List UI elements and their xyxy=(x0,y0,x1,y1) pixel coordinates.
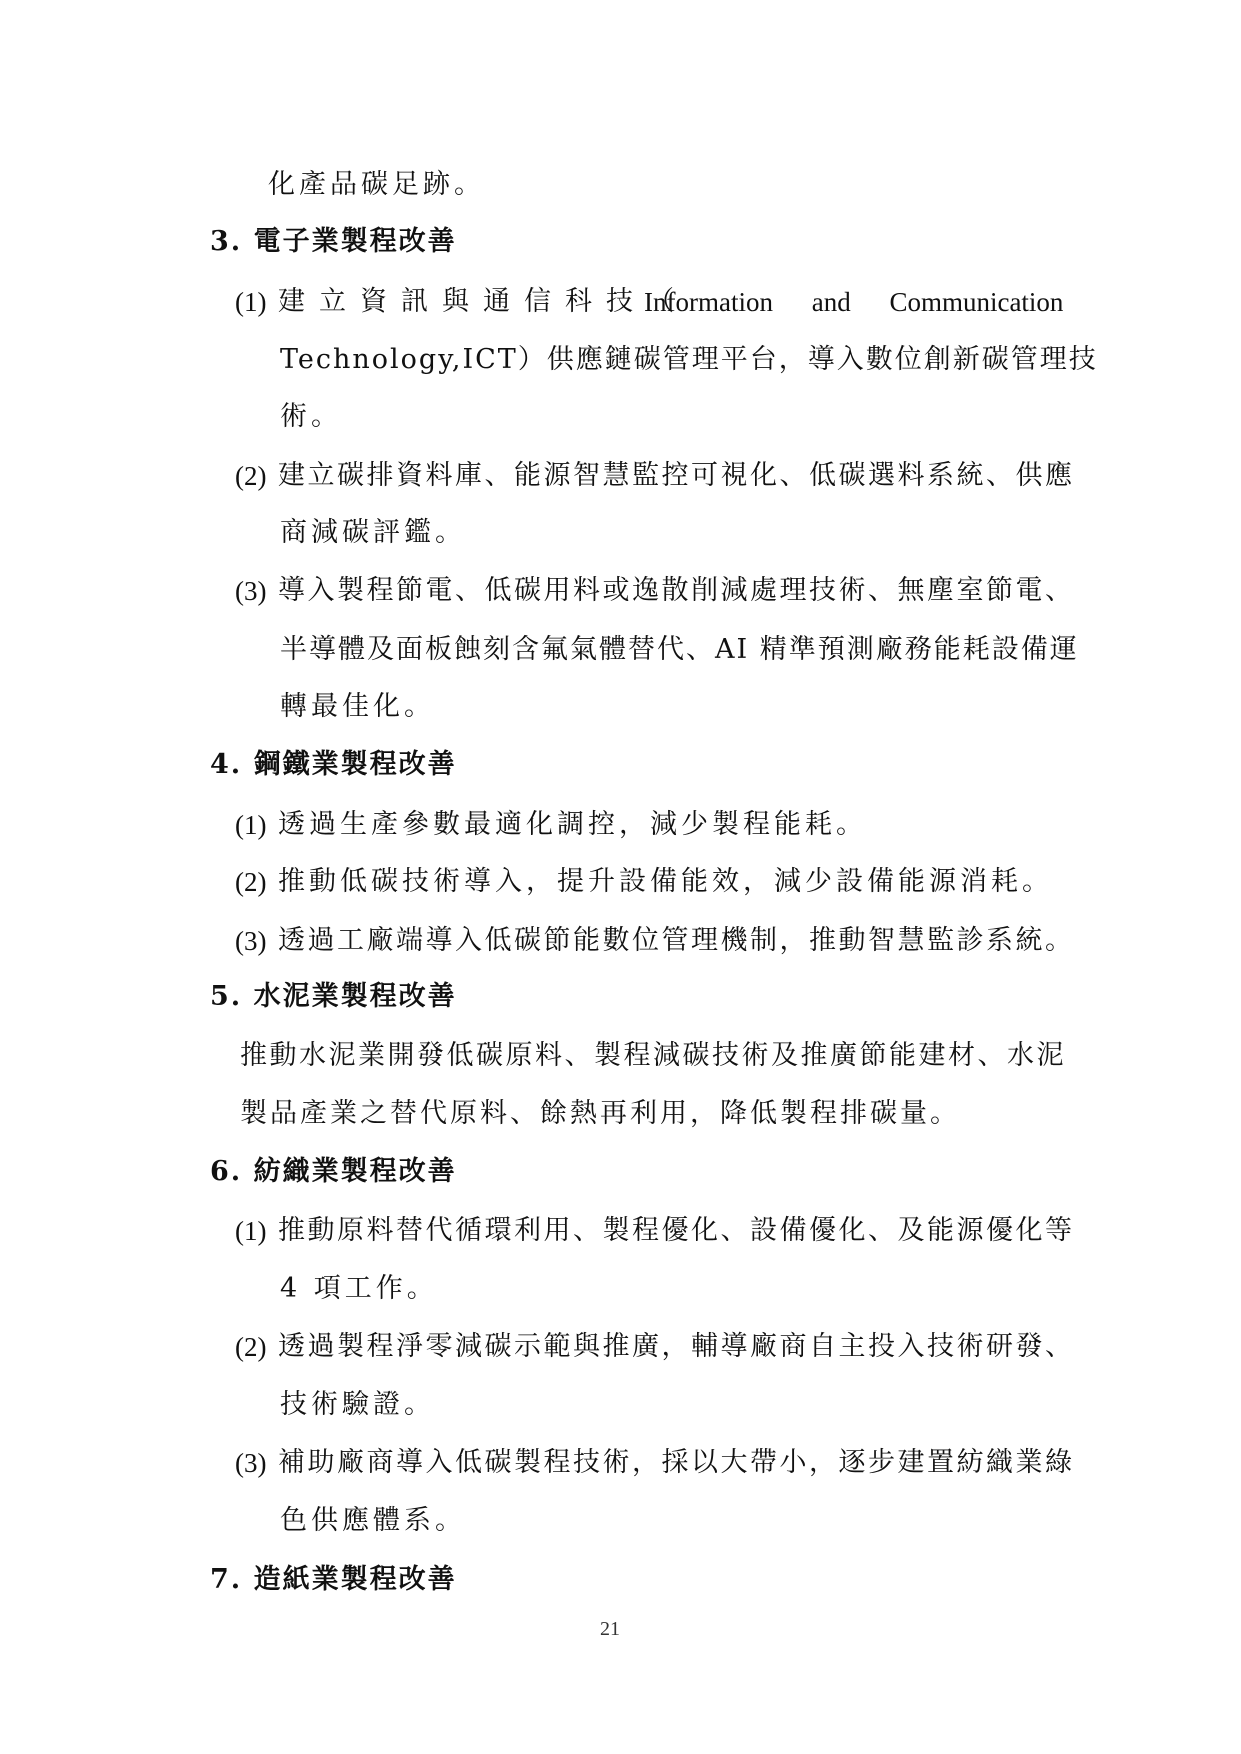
paragraph-line: 建立碳排資料庫、能源智慧監控可視化、低碳選料系統、供應 xyxy=(278,460,1075,491)
list-marker: (3) xyxy=(235,576,267,606)
paragraph-line: 補助廠商導入低碳製程技術，採以大帶小，逐步建置紡織業綠 xyxy=(278,1447,1075,1478)
paragraph-line: 推動低碳技術導入，提升設備能效，減少設備能源消耗。 xyxy=(278,866,1053,897)
list-marker: (1) xyxy=(235,287,267,317)
paragraph-line: Information and Communication xyxy=(644,287,1064,317)
section-heading-electronics: 3. 電子業製程改善 xyxy=(210,226,457,257)
paragraph-line: 半導體及面板蝕刻含氟氣體替代、AI 精準預測廠務能耗設備運 xyxy=(280,634,1079,665)
list-marker: (2) xyxy=(235,1332,267,1362)
continuation-text: 化產品碳足跡。 xyxy=(268,169,485,200)
page-number: 21 xyxy=(600,1618,620,1640)
list-marker: (2) xyxy=(235,867,267,897)
paragraph-line: 術。 xyxy=(280,401,342,432)
paragraph-line: 推動水泥業開發低碳原料、製程減碳技術及推廣節能建材、水泥 xyxy=(240,1040,1066,1071)
section-heading-cement: 5. 水泥業製程改善 xyxy=(210,981,457,1012)
section-heading-paper: 7. 造紙業製程改善 xyxy=(210,1564,457,1595)
paragraph-line: 4 項工作。 xyxy=(280,1273,438,1304)
section-heading-textile: 6. 紡織業製程改善 xyxy=(210,1156,457,1187)
paragraph-line: 色供應體系。 xyxy=(280,1505,466,1536)
list-marker: (3) xyxy=(235,1448,267,1478)
paragraph-line: 製品產業之替代原料、餘熱再利用，降低製程排碳量。 xyxy=(240,1098,960,1129)
list-marker: (2) xyxy=(235,461,267,491)
paragraph-line: 商減碳評鑑。 xyxy=(280,517,466,548)
paragraph-line: Technology,ICT）供應鏈碳管理平台，導入數位創新碳管理技 xyxy=(280,344,1098,375)
paragraph-line: 轉最佳化。 xyxy=(280,691,435,722)
paragraph-line: 導入製程節電、低碳用料或逸散削減處理技術、無塵室節電、 xyxy=(278,575,1075,606)
list-marker: (1) xyxy=(235,810,267,840)
list-marker: (1) xyxy=(235,1216,267,1246)
paragraph-line: 透過工廠端導入低碳節能數位管理機制，推動智慧監診系統。 xyxy=(278,925,1075,956)
list-marker: (3) xyxy=(235,926,267,956)
paragraph-line: 透過製程淨零減碳示範與推廣，輔導廠商自主投入技術研發、 xyxy=(278,1331,1075,1362)
paragraph-line: 推動原料替代循環利用、製程優化、設備優化、及能源優化等 xyxy=(278,1215,1075,1246)
paragraph-line: 透過生產參數最適化調控，減少製程能耗。 xyxy=(278,809,867,840)
paragraph-line: 技術驗證。 xyxy=(280,1389,435,1420)
section-heading-steel: 4. 鋼鐵業製程改善 xyxy=(210,749,457,780)
paragraph-line: 建立資訊與通信科技（ xyxy=(278,286,688,317)
